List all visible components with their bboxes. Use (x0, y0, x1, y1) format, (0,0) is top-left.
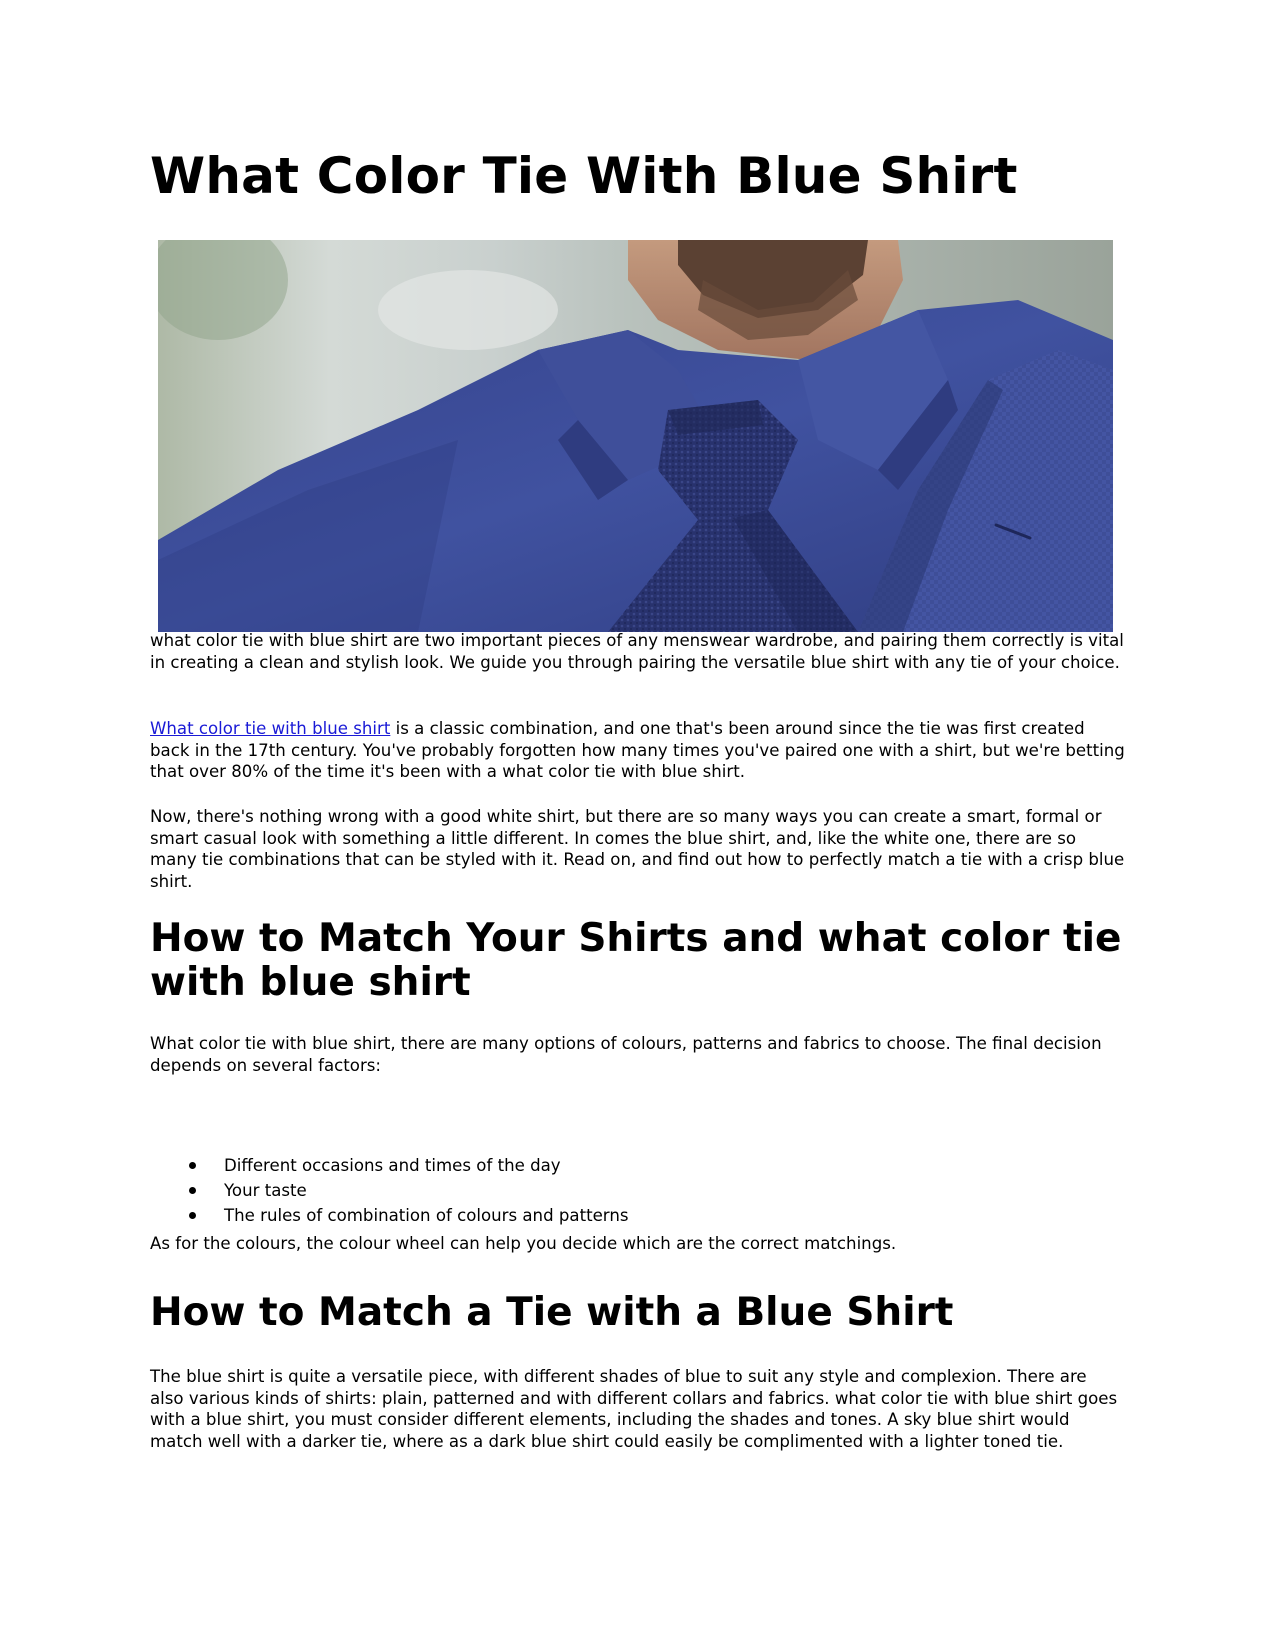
bullet-icon (189, 1162, 196, 1169)
section1-outro: As for the colours, the colour wheel can help you decide which are the correct matchings. (150, 1234, 897, 1253)
list-item-text: The rules of combination of colours and patterns (224, 1206, 629, 1225)
list-item-text: Different occasions and times of the day (224, 1156, 561, 1175)
list-item (150, 1203, 629, 1228)
page-title: What Color Tie With Blue Shirt (150, 147, 1018, 205)
list-item (150, 1153, 629, 1178)
list-item (150, 1178, 629, 1203)
section-heading-match-tie: How to Match a Tie with a Blue Shirt (150, 1290, 954, 1335)
history-paragraph-text: is a classic combination, and one that's been around since the tie was first created back in the 17th century. You've probably forgotten how many times you've paired one with a shirt, but we're betting that over 80% of the time it's been with a what color tie with blue shirt. (150, 719, 1125, 781)
white-shirt-paragraph: Now, there's nothing wrong with a good white shirt, but there are so many ways you can create a smart, formal or smart casual look with something a little different. In comes the blue shirt, and, like the white one, there are so many tie combinations that can be styled with it. Read on, and find out how to perfectly match a tie with a crisp blue shirt. (150, 807, 1125, 891)
list-item-text: Your taste (224, 1181, 307, 1200)
bullet-icon (189, 1212, 196, 1219)
intro-paragraph: what color tie with blue shirt are two important pieces of any menswear wardrobe, and pairing them correctly is vital in creating a clean and stylish look. We guide you through pairing the versatile blue shirt with any tie of your choice. (150, 631, 1124, 672)
what-color-tie-link[interactable]: What color tie with blue shirt (150, 719, 391, 738)
hero-image (158, 240, 1113, 632)
photo-man-blue-shirt-navy-tie-icon (158, 240, 1113, 632)
bullet-icon (189, 1187, 196, 1194)
section1-intro: What color tie with blue shirt, there are many options of colours, patterns and fabrics to choose. The final decision depends on several factors: (150, 1034, 1102, 1075)
history-paragraph (150, 718, 1125, 783)
section2-body: The blue shirt is quite a versatile piece, with different shades of blue to suit any style and complexion. There are also various kinds of shirts: plain, patterned and with different collars and fabrics. what color tie with blue shirt goes with a blue shirt, you must consider different elements, including the shades and tones. A sky blue shirt would match well with a darker tie, where as a dark blue shirt could easily be complimented with a lighter toned tie. (150, 1367, 1118, 1451)
factors-list (150, 1153, 629, 1228)
section-heading-match-shirts: How to Match Your Shirts and what color tie with blue shirt (150, 916, 1122, 1005)
